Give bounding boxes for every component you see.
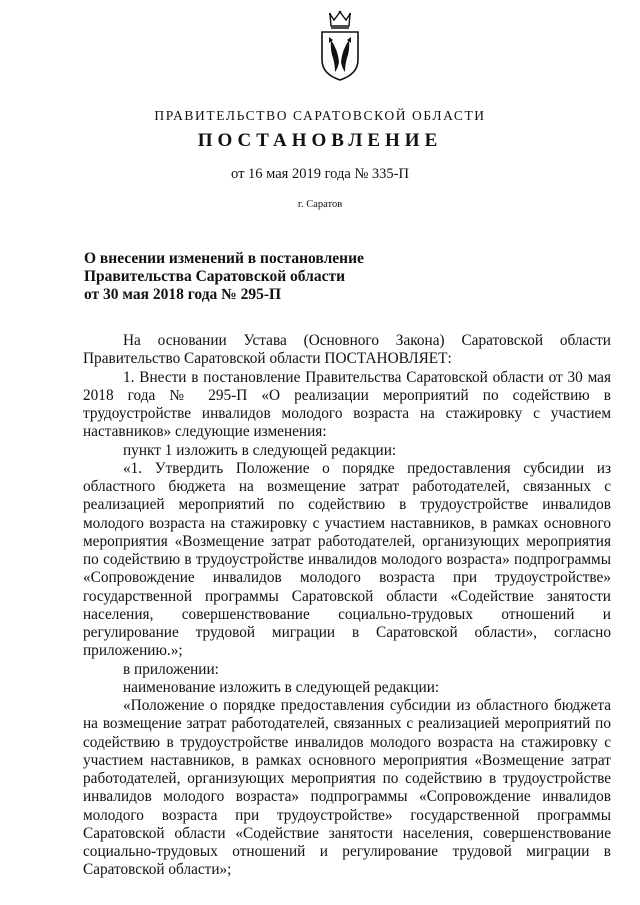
document-subject [84,250,414,304]
body-paragraph: «1. Утвердить Положение о порядке предоставления субсидии из областного бюджета на возмещение затрат работодателей, связанных с реализацией мероприятий по содействию в трудоустройстве инвалидов молодого возраста на стажировку с участием наставников, в рамках основного мероприятия «Возмещение затрат работодателей, организующих мероприятия по содействию в трудоустройстве инвалидов молодого возраста» подпрограммы «Сопровождение инвалидов молодого возраста при трудоустройстве» государственной программы Саратовской области «Содействие занятости населения, совершенствование социально-трудовых отношений и регулирование трудовой миграции в Саратовской области», согласно приложению.»; [83,459,611,660]
body-paragraph: в приложении: [123,660,219,678]
body-paragraph: 1. Внести в постановление Правительства Саратовской области от 30 мая 2018 года № 295-П «О реализации мероприятий по содействию в трудоустройстве инвалидов молодого возраста на стажировку с участием наставников» следующие изменения: [83,368,611,441]
document-type-title: ПОСТАНОВЛЕНИЕ [197,130,443,151]
coat-of-arms-emblem [318,10,362,82]
body-paragraph: наименование изложить в следующей редакции: [123,678,440,696]
subject-line: от 30 мая 2018 года № 295-П [84,286,282,303]
body-paragraph: пункт 1 изложить в следующей редакции: [123,441,397,459]
city-name: г. Саратов [297,199,343,210]
date-and-number: от 16 мая 2019 года № 335-П [231,166,409,182]
government-name: ПРАВИТЕЛЬСТВО САРАТОВСКОЙ ОБЛАСТИ [154,108,486,123]
subject-line: О внесении изменений в постановление [84,250,364,267]
subject-line: Правительства Саратовской области [84,268,345,285]
body-paragraph: На основании Устава (Основного Закона) Саратовской области Правительство Саратовской области ПОСТАНОВЛЯЕТ: [83,332,611,368]
document-body [83,332,611,880]
body-paragraph: «Положение о порядке предоставления субсидии из областного бюджета на возмещение затрат работодателей, связанных с реализацией мероприятий по содействию в трудоустройстве инвалидов молодого возраста на стажировку с участием наставников, в рамках основного мероприятия «Возмещение затрат работодателей, организующих мероприятия по содействию в трудоустройстве инвалидов молодого возраста» подпрограммы «Сопровождение инвалидов молодого возраста при трудоустройстве» государственной программы Саратовской области «Содействие занятости населения, совершенствование социально-трудовых отношений и регулирование трудовой миграции в Саратовской области»; [83,697,611,879]
